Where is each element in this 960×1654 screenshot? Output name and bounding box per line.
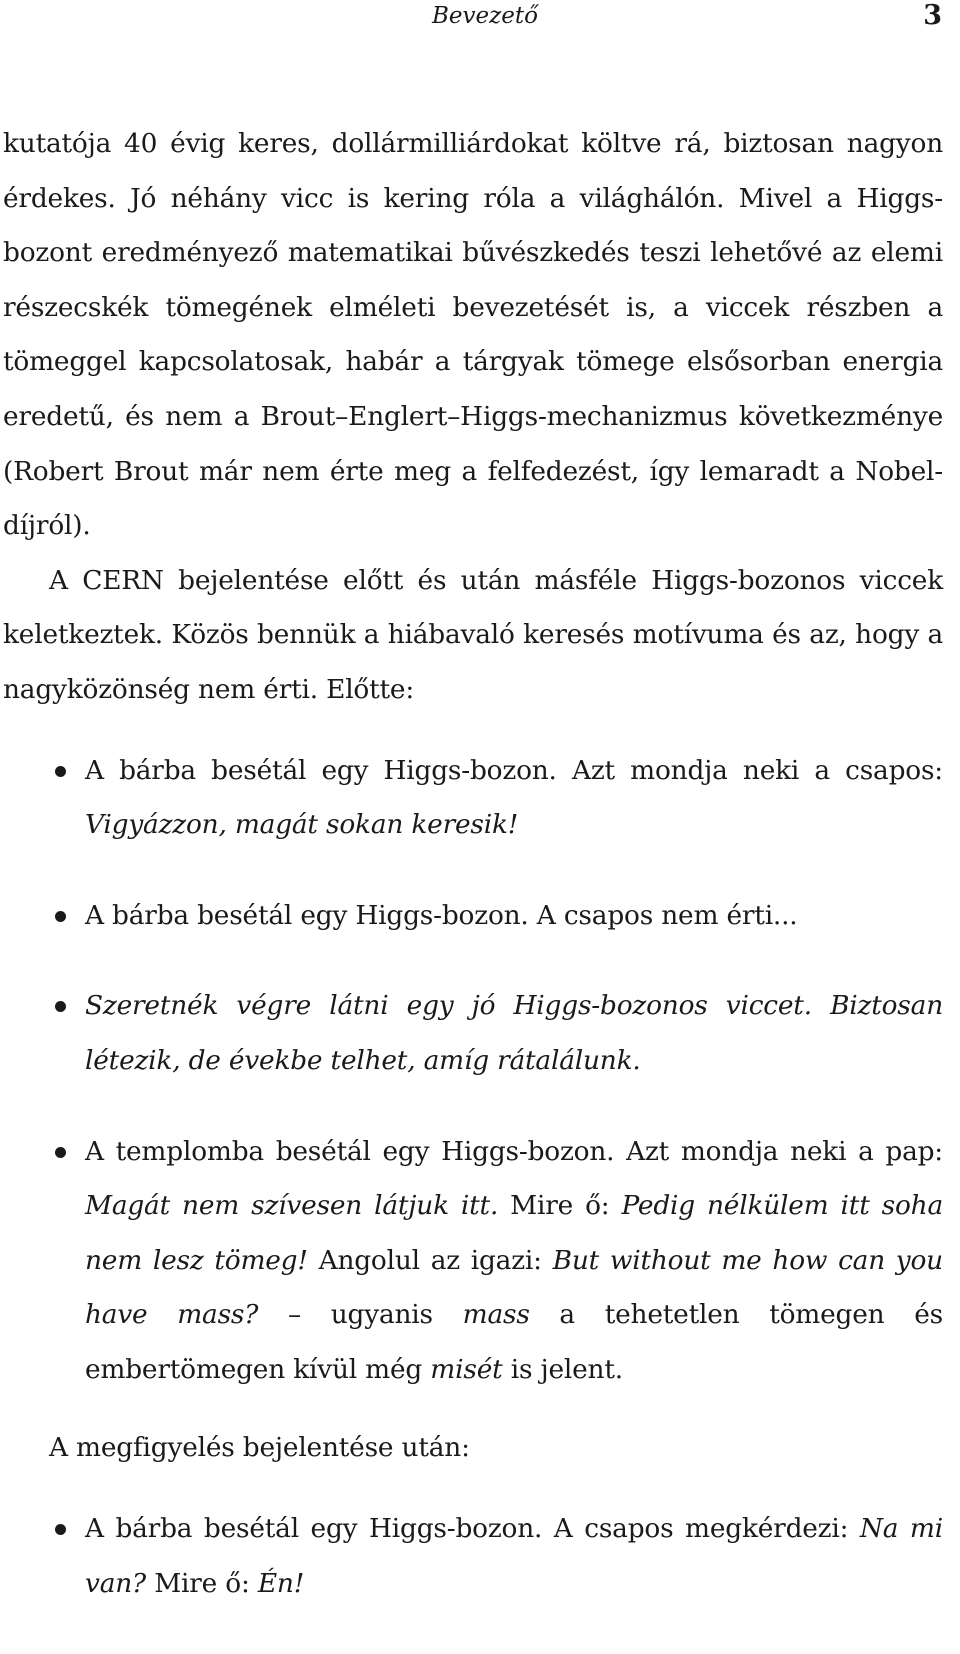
joke-list-after: [3, 1502, 943, 1611]
section-title: Bevezető: [432, 3, 538, 29]
joke-text: A bárba besétál egy Higgs-bozon. A csapos nem érti...: [85, 899, 798, 931]
bullet-icon: [55, 1001, 66, 1012]
joke-text: Mire ő:: [146, 1567, 258, 1599]
paragraph: A megfigyelés bejelentése után:: [49, 1432, 470, 1464]
page-number: 3: [923, 0, 942, 31]
joke-quote: Na mi van?: [85, 1513, 943, 1599]
joke-quote: But without me how can you have mass?: [85, 1244, 943, 1331]
joke-text: is jelent.: [502, 1353, 623, 1385]
joke-quote: misét: [430, 1353, 503, 1385]
joke-text: – ugyanis: [258, 1299, 463, 1331]
list-item: [3, 979, 943, 1088]
joke-quote: mass: [462, 1299, 530, 1331]
joke-text: A bárba besétál egy Higgs-bozon. Azt mondja neki a csapos:: [85, 754, 943, 786]
body-text: [3, 117, 943, 1611]
bullet-icon: [55, 766, 66, 777]
joke-quote: Pedig nélkülem itt soha nem lesz tömeg!: [85, 1190, 943, 1276]
joke-text: a tehetetlen tömegen és embertömegen kívül még: [85, 1299, 943, 1385]
paragraph: A CERN bejelentése előtt és után másféle Higgs-bozonos viccek keletkeztek. Közös bennük a hiábavaló keresés motívuma és az, hogy a nagyközönség nem érti. Előtte:: [3, 564, 943, 705]
list-item: [3, 1125, 943, 1398]
joke-quote: Én!: [257, 1567, 305, 1599]
list-item: [3, 744, 943, 853]
running-header: [0, 0, 960, 40]
joke-text: Mire ő:: [498, 1190, 622, 1222]
list-item: [3, 889, 943, 944]
bullet-icon: [55, 1524, 66, 1535]
list-item: [3, 1502, 943, 1611]
joke-quote: Magát nem szívesen látjuk itt.: [85, 1190, 499, 1222]
joke-quote: Szeretnék végre látni egy jó Higgs-bozonos viccet. Biztosan létezik, de évekbe telhet, amíg rátalálunk.: [85, 990, 943, 1076]
joke-text: Angolul az igazi:: [307, 1244, 553, 1276]
joke-text: A templomba besétál egy Higgs-bozon. Azt mondja neki a pap:: [85, 1135, 943, 1167]
paragraph: kutatója 40 évig keres, dollármilliárdokat költve rá, biztosan nagyon érdekes. Jó néhány vicc is kering róla a világhálón. Mivel a Higgs-bozont eredményező matematikai bűvészkedés teszi lehetővé az elemi részecskék tömegének elméleti bevezetését is, a viccek részben a tömeggel kapcsolatosak, habár a tárgyak tömege elsősorban energia eredetű, és nem a Brout–Englert–Higgs-mechanizmus következménye (Robert Brout már nem érte meg a felfedezést, így lemaradt a Nobel-díjról).: [3, 128, 943, 542]
joke-text: A bárba besétál egy Higgs-bozon. A csapos megkérdezi:: [85, 1513, 860, 1545]
bullet-icon: [55, 1147, 66, 1158]
joke-list-before: [3, 744, 943, 1398]
joke-quote: Vigyázzon, magát sokan keresik!: [85, 809, 519, 841]
bullet-icon: [55, 911, 66, 922]
